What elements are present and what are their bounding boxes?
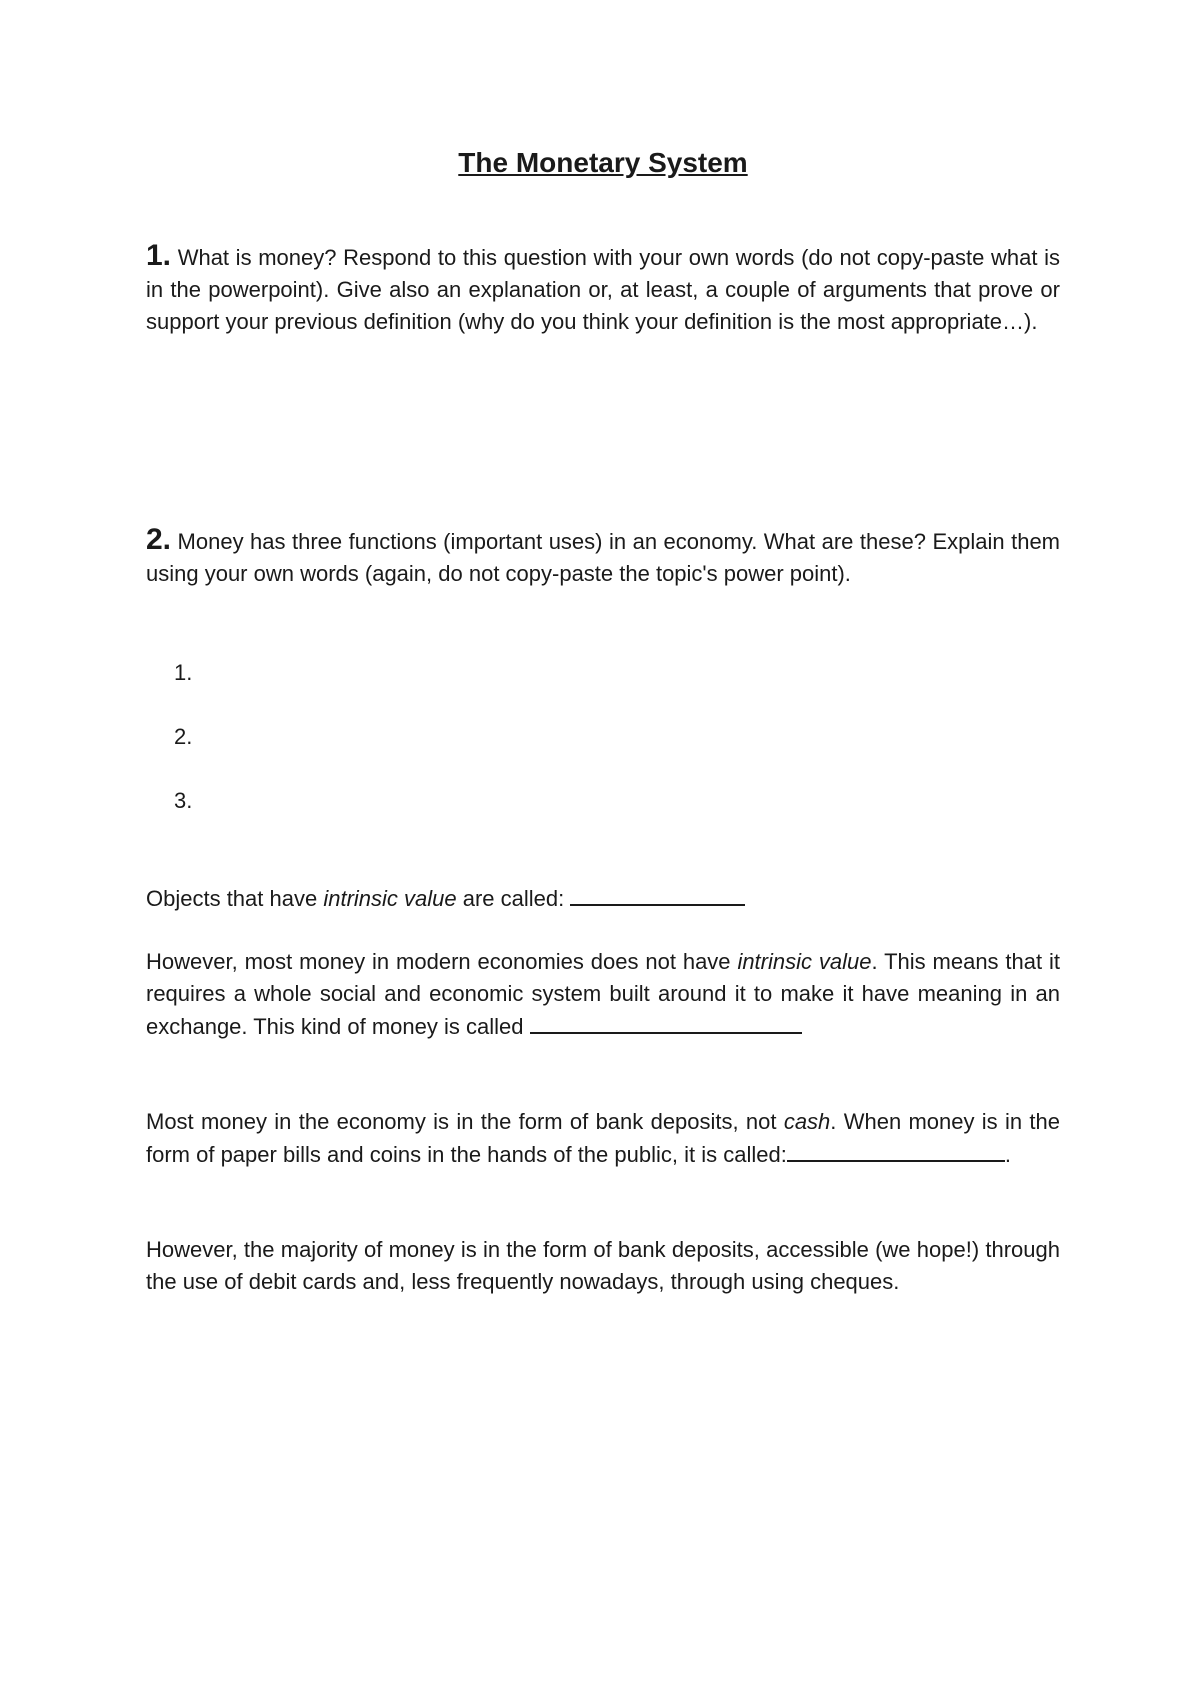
currency-blank[interactable] xyxy=(787,1138,1005,1162)
fiat-money-question xyxy=(146,946,1060,1043)
currency-text-2: . When money is in the form of paper bills and coins in the hands of the public, it is called: xyxy=(146,1109,1060,1167)
intrinsic-text-before: Objects that have xyxy=(146,886,324,911)
intrinsic-text-after: are called: xyxy=(456,886,571,911)
answer-item-3: 3. xyxy=(174,788,193,813)
currency-italic: cash xyxy=(783,1109,831,1134)
commodity-money-blank[interactable] xyxy=(570,882,745,906)
question-1-text: What is money? Respond to this question with your own words (do not copy-paste what is in the powerpoint). Give also an explanation or, at least, a couple of arguments that prove or support your previous definition (why do you think your definition is the most appropriate…). xyxy=(146,245,1060,334)
fiat-money-blank[interactable] xyxy=(530,1010,802,1034)
fiat-text-2: . This means that it requires a whole social and economic system built around it to make it have meaning in an exchange. This kind of money is called xyxy=(146,949,1061,1039)
question-1 xyxy=(146,240,1060,338)
intrinsic-italic: intrinsic value xyxy=(323,886,457,911)
question-2-text: Money has three functions (important uses) in an economy. What are these? Explain them using your own words (again, do not copy-paste the topic's power point). xyxy=(146,529,1060,586)
page-title: The Monetary System xyxy=(458,147,748,178)
currency-text-1: Most money in the economy is in the form of bank deposits, not xyxy=(146,1109,784,1134)
answer-item-2: 2. xyxy=(174,724,193,749)
question-2 xyxy=(146,524,1060,590)
question-2-number: 2. xyxy=(146,523,172,556)
question-1-number: 1. xyxy=(146,239,172,272)
currency-end: . xyxy=(1004,1142,1011,1167)
currency-question xyxy=(146,1106,1060,1171)
intrinsic-value-question xyxy=(146,882,1060,915)
fiat-text-1: However, most money in modern economies does not have xyxy=(146,949,738,974)
answer-item-1: 1. xyxy=(174,660,193,685)
fiat-italic: intrinsic value xyxy=(737,949,872,974)
bank-deposits-paragraph: However, the majority of money is in the form of bank deposits, accessible (we hope!) through the use of debit cards and, less frequently nowadays, through using cheques. xyxy=(146,1237,1060,1294)
